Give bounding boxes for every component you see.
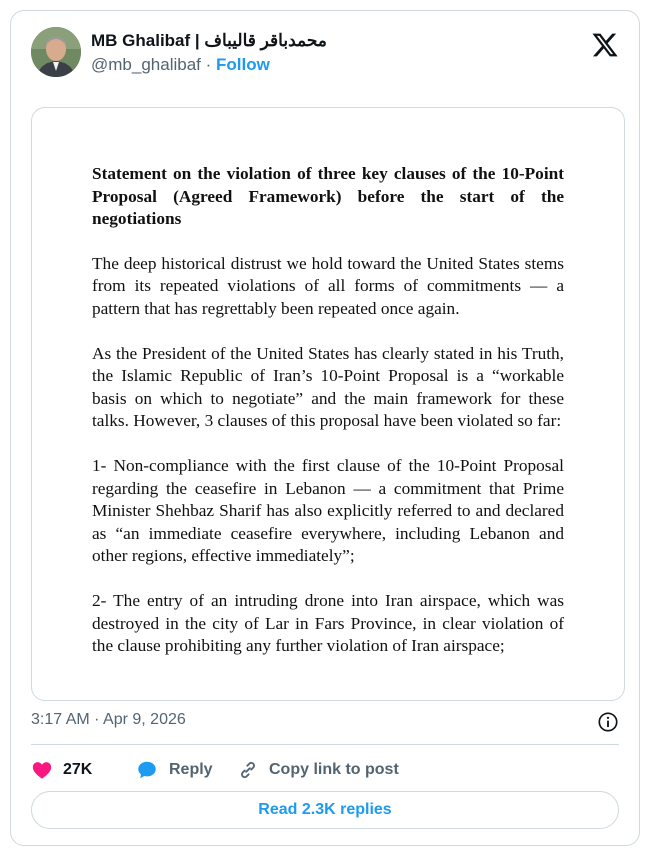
- heart-icon: [31, 759, 53, 781]
- copy-link-button[interactable]: [237, 757, 399, 783]
- statement-document: [92, 163, 564, 680]
- link-icon: [237, 759, 259, 781]
- info-icon[interactable]: [597, 711, 619, 733]
- post-card: [10, 10, 640, 846]
- reply-button[interactable]: [135, 757, 213, 783]
- author-handle[interactable]: @mb_ghalibaf: [91, 55, 201, 74]
- author-name[interactable]: MB Ghalibaf | محمدباقر قالیباف: [91, 31, 327, 50]
- author-handle-row: [91, 55, 270, 75]
- follow-button[interactable]: Follow: [216, 55, 270, 74]
- avatar[interactable]: [31, 27, 81, 77]
- statement-title: Statement on the violation of three key clauses of the 10-Point Proposal (Agreed Framework) before the start of the negotiations: [92, 164, 564, 228]
- x-logo-icon[interactable]: [591, 31, 619, 59]
- statement-paragraph: 1- Non-compliance with the first clause of the 10-Point Proposal regarding the ceasefire in Lebanon — a commitment that Prime Minister Shehbaz Sharif has also explicitly referred to and declared as “an immediate ceasefire everywhere, including Lebanon and other regions, effective immediately”;: [92, 456, 564, 565]
- statement-paragraph: 2- The entry of an intruding drone into Iran airspace, which was destroyed in the city of Lar in Fars Province, in clear violation of the clause prohibiting any further violation of Iran airspace;: [92, 591, 564, 655]
- divider: [31, 744, 619, 745]
- like-count: 27K: [63, 761, 93, 778]
- post-header: [31, 27, 619, 81]
- read-replies-button[interactable]: Read 2.3K replies: [31, 791, 619, 829]
- reply-label: Reply: [169, 761, 213, 778]
- statement-paragraph: The deep historical distrust we hold toward the United States stems from its repeated violations of all forms of commitments — a pattern that has regrettably been repeated once again.: [92, 253, 564, 318]
- post-timestamp[interactable]: 3:17 AM · Apr 9, 2026: [31, 711, 186, 728]
- reply-bubble-icon: [135, 759, 159, 781]
- statement-paragraph: As the President of the United States has clearly stated in his Truth, the Islamic Republic of Iran’s 10-Point Proposal is a “workable basis on which to negotiate” and the main framework for these talks. However, 3 clauses of this proposal have been violated so far:: [92, 343, 564, 430]
- separator-dot: ·: [205, 55, 212, 74]
- copy-link-label: Copy link to post: [269, 761, 399, 778]
- avatar-image: [31, 27, 81, 77]
- like-button[interactable]: [31, 757, 92, 783]
- statement-image[interactable]: [31, 107, 625, 701]
